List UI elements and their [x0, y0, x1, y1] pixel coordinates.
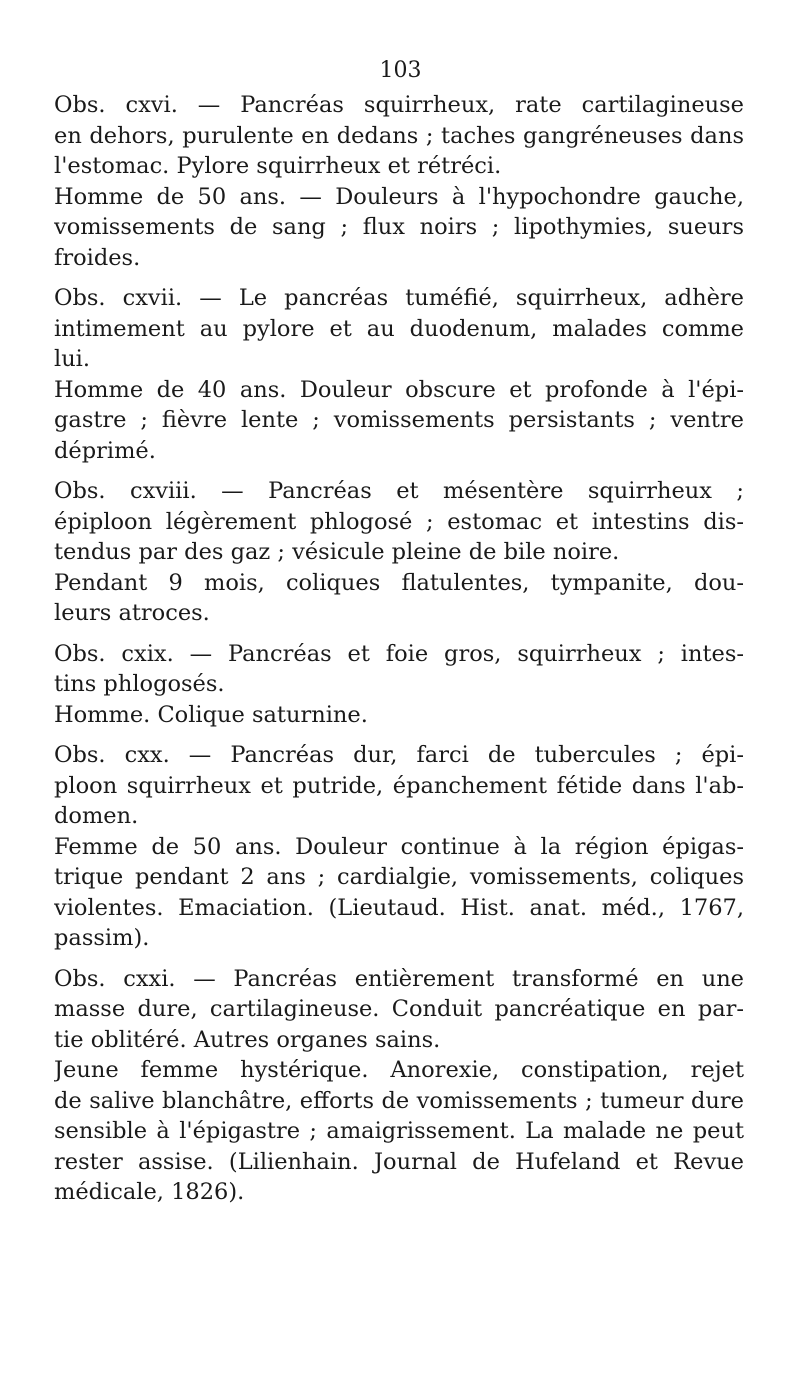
- text-line: violentes. Emaciation. (Lieutaud. Hist. anat. méd., 1767,: [54, 894, 744, 921]
- observation-heading-paragraph: [54, 740, 744, 832]
- text-line: Obs. cxvii. — Le pancréas tuméfié, squirrheux, adhère: [54, 285, 744, 311]
- text-line: trique pendant 2 ans ; cardialgie, vomissements, coliques: [54, 864, 744, 890]
- paragraph-gap: [54, 954, 744, 964]
- paragraph-gap: [54, 273, 744, 283]
- text-line: tins phlogosés.: [54, 671, 225, 697]
- text-line: Homme de 50 ans. — Douleurs à l'hypochondre gauche,: [54, 183, 744, 210]
- observation-case-paragraph: [54, 568, 744, 629]
- text-line: leurs atroces.: [54, 600, 210, 626]
- observation-case-paragraph: [54, 832, 744, 954]
- observation-heading-paragraph: [54, 964, 744, 1056]
- observation-heading-paragraph: [54, 90, 744, 182]
- text-line: sensible à l'épigastre ; amaigrissement. La malade ne peut: [54, 1118, 744, 1144]
- text-line: lui.: [54, 346, 91, 372]
- text-line: Obs. cxx. — Pancréas dur, farci de tubercules ; épi-: [54, 742, 744, 768]
- paragraph-gap: [54, 629, 744, 639]
- text-line: masse dure, cartilagineuse. Conduit pancréatique en par-: [54, 996, 744, 1022]
- observation-heading-paragraph: [54, 639, 744, 700]
- observation-heading-paragraph: [54, 283, 744, 375]
- text-line: intimement au pylore et au duodenum, malades comme: [54, 315, 744, 342]
- observation-heading-paragraph: [54, 476, 744, 568]
- text-line: en dehors, purulente en dedans ; taches gangréneuses dans: [54, 122, 744, 149]
- page-number: 103: [379, 58, 422, 83]
- text-line: tendus par des gaz ; vésicule pleine de bile noire.: [54, 539, 620, 565]
- text-line: Homme. Colique saturnine.: [54, 701, 368, 728]
- text-line: ploon squirrheux et putride, épanchement fétide dans l'ab-: [54, 772, 744, 799]
- text-line: médicale, 1826).: [54, 1179, 245, 1205]
- paragraph-gap: [54, 730, 744, 740]
- text-line: épiploon légèrement phlogosé ; estomac et intestins dis-: [54, 508, 744, 535]
- text-line: déprimé.: [54, 437, 156, 464]
- observation-case-paragraph: [54, 182, 744, 274]
- text-line: Pendant 9 mois, coliques flatulentes, tympanite, dou-: [54, 569, 744, 596]
- text-line: Obs. cxxi. — Pancréas entièrement transformé en une: [54, 965, 744, 992]
- text-line: froides.: [54, 244, 141, 271]
- text-line: Jeune femme hystérique. Anorexie, constipation, rejet: [54, 1057, 744, 1083]
- text-line: Obs. cxviii. — Pancréas et mésentère squirrheux ;: [54, 478, 744, 504]
- text-line: rester assise. (Lilienhain. Journal de Hufeland et Revue: [54, 1148, 744, 1175]
- body-text: [54, 90, 744, 1208]
- text-line: passim).: [54, 925, 150, 951]
- text-line: Obs. cxix. — Pancréas et foie gros, squirrheux ; intes-: [54, 640, 744, 667]
- text-line: Obs. cxvi. — Pancréas squirrheux, rate cartilagineuse: [54, 92, 744, 118]
- observation-case-paragraph: [54, 700, 744, 731]
- paragraph-gap: [54, 466, 744, 476]
- text-line: tie oblitéré. Autres organes sains.: [54, 1026, 441, 1053]
- text-line: l'estomac. Pylore squirrheux et rétréci.: [54, 153, 502, 179]
- text-line: vomissements de sang ; flux noirs ; lipothymies, sueurs: [54, 214, 744, 240]
- observation-case-paragraph: [54, 1055, 744, 1208]
- text-line: domen.: [54, 803, 139, 829]
- text-line: Femme de 50 ans. Douleur continue à la région épigas-: [54, 833, 744, 860]
- text-line: de salive blanchâtre, efforts de vomissements ; tumeur dure: [54, 1087, 744, 1114]
- text-line: gastre ; fièvre lente ; vomissements persistants ; ventre: [54, 407, 744, 433]
- observation-case-paragraph: [54, 375, 744, 467]
- text-line: Homme de 40 ans. Douleur obscure et profonde à l'épi-: [54, 376, 744, 403]
